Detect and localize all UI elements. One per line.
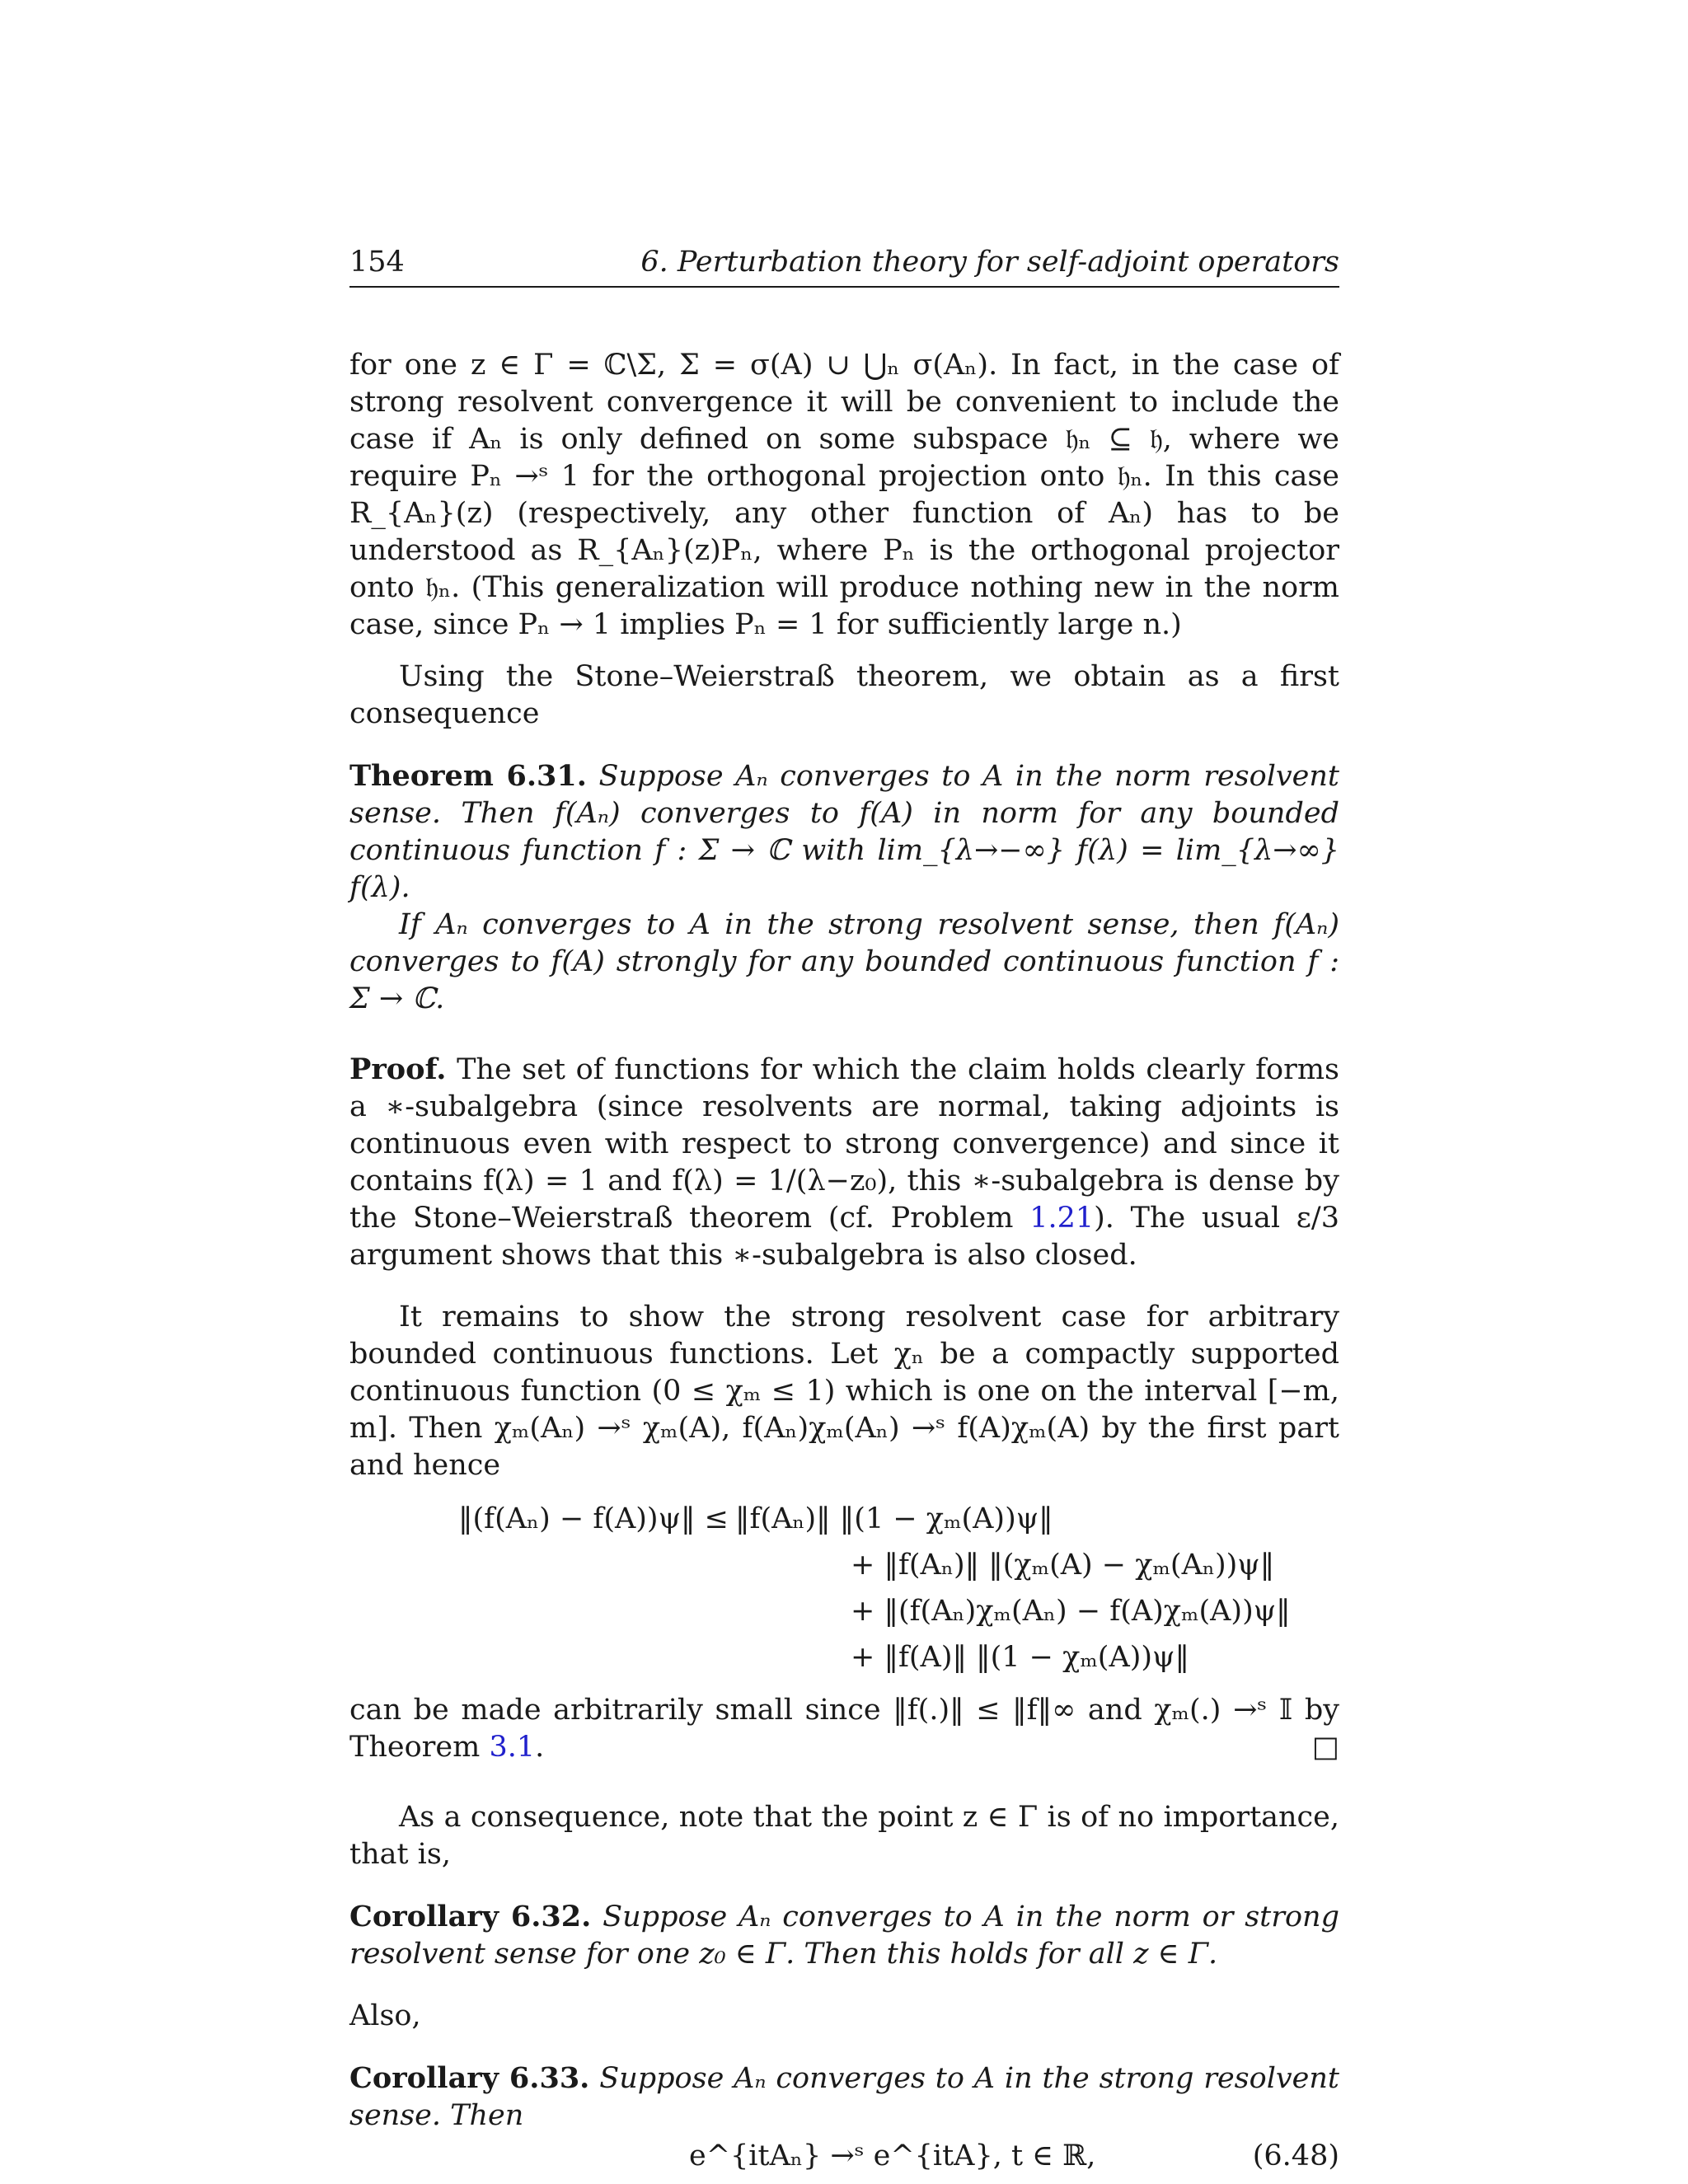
running-title: 6. Perturbation theory for self-adjoint operators [640,246,1339,279]
inequality-line-3: + ‖(f(Aₙ)χₘ(Aₙ) − f(A)χₘ(A))ψ‖ [851,1594,1291,1628]
proof-text-1b: ). The usual ε/3 argument shows that this ∗-subalgebra is also closed. [349,1202,1339,1272]
equation-number: (6.48) [1252,2139,1339,2172]
paragraph-consequence: As a consequence, note that the point z ∈ Γ is of no importance, that is, [349,1801,1339,1871]
theorem-link[interactable]: 3.1 [489,1731,536,1764]
corollary-label: Corollary 6.32. [349,1900,592,1933]
theorem-text-1: Suppose Aₙ converges to A in the norm resolvent sense. Then f(Aₙ) converges to f(A) in norm for any bounded continuous function f : Σ → ℂ with lim_{λ→−∞} f(λ) = lim_{λ→∞} f(λ). [349,760,1339,904]
equation-formula: e^{itAₙ} →ˢ e^{itA}, t ∈ ℝ, [689,2139,1096,2172]
proof-label: Proof. [349,1052,447,1086]
proof-paragraph-1 [349,1051,1339,1274]
theorem-6-31 [349,757,1339,907]
corollary-6-32 [349,1898,1339,1973]
page-header [349,244,1339,288]
problem-link[interactable]: 1.21 [1029,1202,1095,1235]
proof-text-3a: can be made arbitrarily small since ‖f(.)‖ ≤ ‖f‖∞ and χₘ(.) →ˢ 𝕀 by Theorem [349,1694,1339,1764]
proof-text-3b: . [535,1731,545,1764]
display-equation [349,2138,1339,2175]
proof-paragraph-3 [349,1692,1339,1766]
inequality-line-4: + ‖f(A)‖ ‖(1 − χₘ(A))ψ‖ [851,1640,1189,1674]
inequality-block [349,1496,1339,1680]
corollary-6-33 [349,2060,1339,2135]
corollary-text: Suppose Aₙ converges to A in the norm or strong resolvent sense for one z₀ ∈ Γ. Then this holds for all z ∈ Γ. [349,1900,1339,1971]
inequality-lhs: ‖(f(Aₙ) − f(A))ψ‖ ≤ [457,1502,729,1535]
inequality-line-2: + ‖f(Aₙ)‖ ‖(χₘ(A) − χₘ(Aₙ))ψ‖ [851,1548,1275,1582]
corollary-text: Suppose Aₙ converges to A in the strong resolvent sense. Then [349,2062,1339,2132]
page-number: 154 [349,246,405,279]
theorem-label: Theorem 6.31. [349,759,587,793]
inequality-line-1: ‖f(Aₙ)‖ ‖(1 − χₘ(A))ψ‖ [735,1502,1053,1535]
page [349,244,1339,2175]
paragraph-stone-weierstrass: Using the Stone–Weierstraß theorem, we obtain as a first consequence [349,660,1339,730]
theorem-text-2: If Aₙ converges to A in the strong resolvent sense, then f(Aₙ) converges to f(A) strongly for any bounded continuous function f : Σ → ℂ. [349,908,1339,1015]
corollary-label: Corollary 6.33. [349,2061,590,2095]
paragraph-intro: for one z ∈ Γ = ℂ\Σ, Σ = σ(A) ∪ ⋃ₙ σ(Aₙ). In fact, in the case of strong resolvent convergence it will be convenient to include the case if Aₙ is only defined on some subspace 𝔥ₙ ⊆ 𝔥, where we require Pₙ →ˢ 1 for the orthogonal projection onto 𝔥ₙ. In this case R_{Aₙ}(z) (respectively, any other function of Aₙ) has to be understood as R_{Aₙ}(z)Pₙ, where Pₙ is the orthogonal projector onto 𝔥ₙ. (This generalization will produce nothing new in the norm case, since Pₙ → 1 implies Pₙ = 1 for sufficiently large n.) [349,349,1339,641]
qed-symbol: □ [1311,1731,1339,1764]
proof-text-1a: The set of functions for which the claim holds clearly forms a ∗-subalgebra (since resolvents are normal, taking adjoints is continuous even with respect to strong convergence) and since it contains f(λ) = 1 and f(λ) = 1/(λ−z₀), this ∗-subalgebra is dense by the Stone–Weierstraß theorem (cf. Problem [349,1053,1339,1235]
paragraph-also: Also, [349,1999,421,2032]
proof-paragraph-2: It remains to show the strong resolvent case for arbitrary bounded continuous functions. Let χₙ be a compactly supported continuous function (0 ≤ χₘ ≤ 1) which is one on the interval [−m, m]. Then χₘ(Aₙ) →ˢ χₘ(A), f(Aₙ)χₘ(Aₙ) →ˢ f(A)χₘ(A) by the first part and hence [349,1301,1339,1482]
